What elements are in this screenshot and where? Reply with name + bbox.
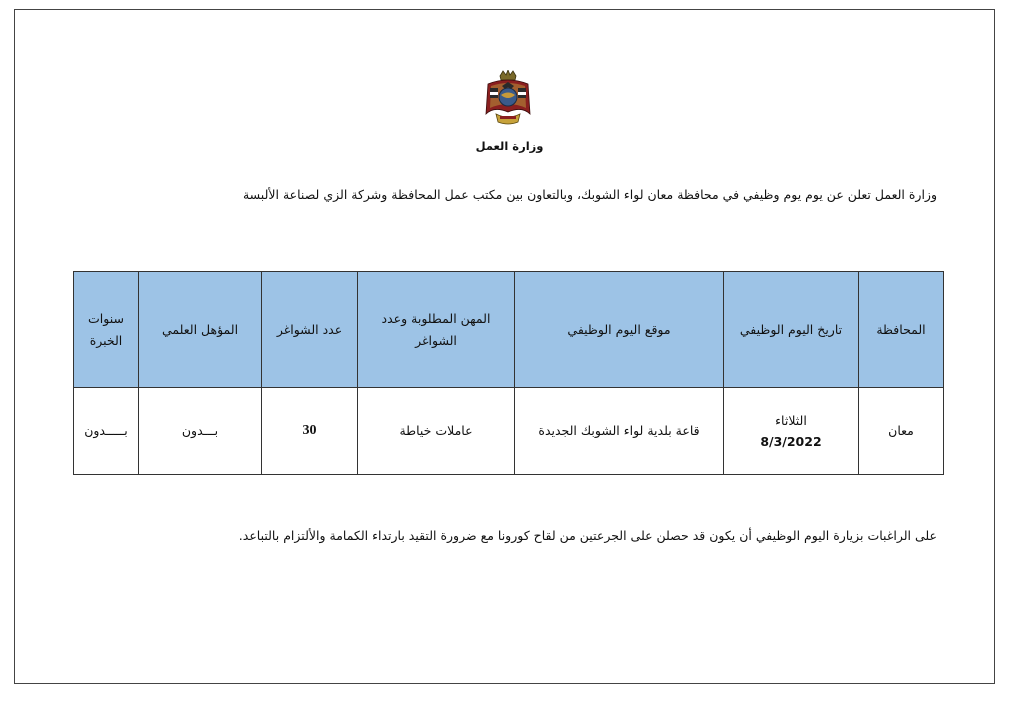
- header-experience: سنوات الخبرة: [74, 272, 139, 388]
- header-governorate: المحافظة: [859, 272, 944, 388]
- header-professions: [358, 272, 515, 388]
- header-qualification: المؤهل العلمي: [139, 272, 262, 388]
- table-row: [74, 388, 944, 475]
- footer-note: على الراغبات بزيارة اليوم الوظيفي أن يكون قد حصلن على الجرعتين من لقاح كورونا مع ضرورة التقيد بارتداء الكمامة والألتزام بالتباعد.: [238, 528, 937, 543]
- cell-qualification: بـــدون: [139, 388, 262, 475]
- header-vacancies: عدد الشواغر: [262, 272, 358, 388]
- header-professions-line2: الشواغر: [415, 332, 457, 348]
- ministry-name: وزارة العمل: [475, 139, 544, 153]
- cell-profession: عاملات خياطة: [358, 388, 515, 475]
- table-header-row: [74, 272, 944, 388]
- header-professions-line1: المهن المطلوبة وعدد: [381, 311, 491, 327]
- header-location: موقع اليوم الوظيفي: [515, 272, 724, 388]
- cell-day-name: الثلاثاء: [775, 412, 807, 428]
- cell-vacancies: 30: [262, 388, 358, 475]
- cell-governorate: معان: [859, 388, 944, 475]
- header-date: تاريخ اليوم الوظيفي: [724, 272, 859, 388]
- announcement-intro: وزارة العمل تعلن عن يوم يوم وظيفي في محافظة معان لواء الشوبك، وبالتعاون بين مكتب عمل المحافظة وشركة الزي لصناعة الألبسة: [242, 187, 937, 202]
- job-day-table: [73, 271, 944, 475]
- cell-experience: بـــــدون: [74, 388, 139, 475]
- cell-date: [724, 388, 859, 475]
- coat-of-arms-icon: [482, 70, 534, 126]
- cell-location: قاعة بلدية لواء الشوبك الجديدة: [515, 388, 724, 475]
- cell-date-value: 8/3/2022: [760, 434, 822, 449]
